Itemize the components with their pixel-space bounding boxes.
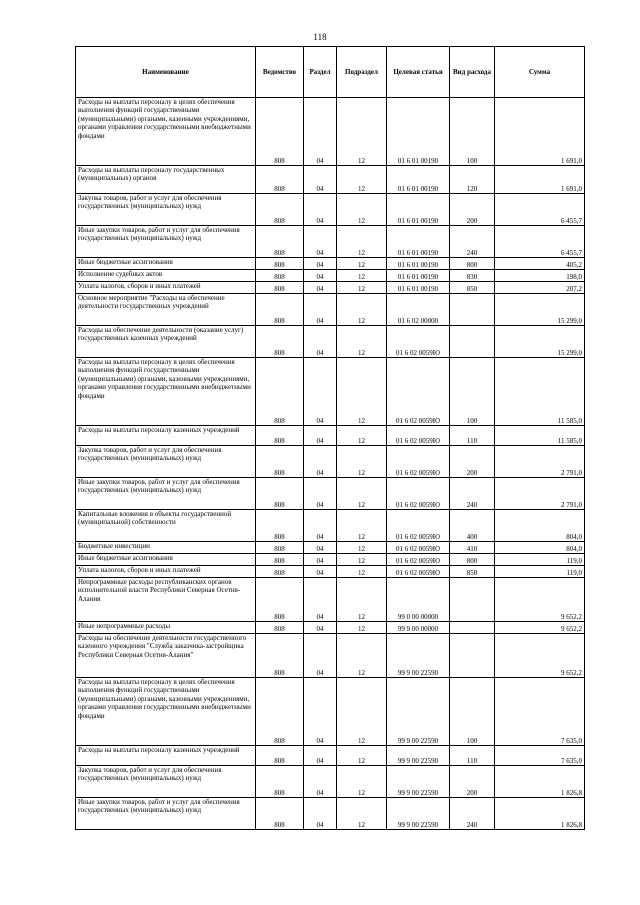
table-row [76,622,585,634]
table-row [76,746,585,766]
cell-department: 808 [256,226,304,258]
cell-expense-type: 240 [450,798,495,830]
cell-expense-type [450,294,495,326]
cell-expense-type: 850 [450,282,495,294]
cell-section: 04 [304,678,337,746]
cell-name: Иные закупки товаров, работ и услуг для обеспечения государственных (муниципальных) нужд [76,226,256,258]
cell-department: 808 [256,326,304,358]
cell-section: 04 [304,554,337,566]
table-row [76,478,585,510]
cell-target: 99 0 00 00000 [387,578,450,622]
cell-section: 04 [304,270,337,282]
cell-amount: 9 652,2 [495,578,585,622]
cell-amount: 207,2 [495,282,585,294]
cell-department: 808 [256,426,304,446]
cell-target: 01 6 02 0059Ю [387,358,450,426]
cell-target: 01 6 01 00190 [387,98,450,166]
cell-section: 04 [304,798,337,830]
cell-target: 01 6 02 00000 [387,294,450,326]
cell-name: Бюджетные инвестиции [76,542,256,554]
cell-subsection: 12 [337,358,387,426]
cell-target: 99 9 00 22590 [387,746,450,766]
cell-expense-type: 110 [450,426,495,446]
cell-name: Закупка товаров, работ и услуг для обеспечения государственных (муниципальных) нужд [76,446,256,478]
cell-name: Расходы на выплаты персоналу казенных учреждений [76,426,256,446]
cell-department: 808 [256,746,304,766]
budget-table [75,46,585,830]
cell-target: 01 6 01 00190 [387,194,450,226]
cell-expense-type: 200 [450,194,495,226]
cell-name: Исполнение судебных актов [76,270,256,282]
cell-name: Непрограммные расходы республиканских органов исполнительной власти Республики Северная Осетия-Алания [76,578,256,622]
cell-department: 808 [256,282,304,294]
table-row [76,578,585,622]
table-row [76,282,585,294]
table-row [76,294,585,326]
cell-section: 04 [304,542,337,554]
table-row [76,554,585,566]
cell-subsection: 12 [337,258,387,270]
cell-subsection: 12 [337,282,387,294]
cell-expense-type: 120 [450,166,495,194]
cell-section: 04 [304,578,337,622]
header-expense-type: Вид расхода [450,47,495,98]
cell-name: Расходы на выплаты персоналу государственных (муниципальных) органов [76,166,256,194]
cell-expense-type: 850 [450,566,495,578]
cell-expense-type: 800 [450,554,495,566]
table-row [76,358,585,426]
cell-target: 99 9 00 22590 [387,634,450,678]
cell-amount: 1 691,0 [495,166,585,194]
cell-name: Иные бюджетные ассигнования [76,258,256,270]
cell-name: Расходы на выплаты персоналу в целях обеспечения выполнения функций государственными (муниципальными) органами, казенными учреждениями, органами управления государственными внебюджетными фондами [76,98,256,166]
cell-expense-type: 200 [450,446,495,478]
cell-subsection: 12 [337,622,387,634]
cell-department: 808 [256,270,304,282]
cell-target: 01 6 02 0059Ю [387,326,450,358]
cell-subsection: 12 [337,578,387,622]
cell-target: 01 6 02 0059Ю [387,542,450,554]
cell-amount: 1 826,8 [495,798,585,830]
cell-section: 04 [304,426,337,446]
cell-name: Расходы на выплаты персоналу казенных учреждений [76,746,256,766]
cell-name: Расходы на выплаты персоналу в целях обеспечения выполнения функций государственными (муниципальными) органами, казенными учреждениями, органами управления государственными внебюджетными фондами [76,678,256,746]
table-row [76,426,585,446]
cell-name: Закупка товаров, работ и услуг для обеспечения государственных (муниципальных) нужд [76,766,256,798]
cell-expense-type [450,578,495,622]
header-name: Наименование [76,47,256,98]
cell-target: 99 9 00 22590 [387,766,450,798]
cell-section: 04 [304,566,337,578]
cell-amount: 119,0 [495,566,585,578]
cell-expense-type: 410 [450,542,495,554]
cell-expense-type [450,622,495,634]
cell-target: 99 9 00 22590 [387,678,450,746]
cell-name: Закупка товаров, работ и услуг для обеспечения государственных (муниципальных) нужд [76,194,256,226]
cell-target: 99 9 00 22590 [387,798,450,830]
cell-expense-type [450,634,495,678]
cell-amount: 11 585,0 [495,358,585,426]
cell-department: 808 [256,98,304,166]
cell-subsection: 12 [337,166,387,194]
table-row [76,678,585,746]
cell-section: 04 [304,746,337,766]
cell-target: 01 6 01 00190 [387,270,450,282]
cell-section: 04 [304,634,337,678]
cell-department: 808 [256,566,304,578]
cell-name: Капитальные вложения в объекты государственной (муниципальной) собственности [76,510,256,542]
header-section: Раздел [304,47,337,98]
table-header-row [76,47,585,98]
cell-department: 808 [256,678,304,746]
cell-subsection: 12 [337,798,387,830]
cell-section: 04 [304,326,337,358]
table-row [76,446,585,478]
cell-expense-type: 240 [450,478,495,510]
table-row [76,270,585,282]
cell-department: 808 [256,798,304,830]
header-amount: Сумма [495,47,585,98]
cell-expense-type: 240 [450,226,495,258]
cell-amount: 1 826,8 [495,766,585,798]
cell-department: 808 [256,554,304,566]
table-row [76,98,585,166]
cell-department: 808 [256,478,304,510]
cell-department: 808 [256,578,304,622]
table-row [76,510,585,542]
cell-target: 01 6 01 00190 [387,282,450,294]
cell-department: 808 [256,358,304,426]
cell-name: Расходы на обеспечение деятельности государственного казенного учреждения "Служба заказчика-застройщика Республики Северная Осетия-Алания" [76,634,256,678]
cell-subsection: 12 [337,294,387,326]
cell-expense-type: 100 [450,678,495,746]
cell-section: 04 [304,478,337,510]
table-row [76,634,585,678]
table-row [76,566,585,578]
cell-section: 04 [304,258,337,270]
table-row [76,766,585,798]
cell-expense-type: 800 [450,258,495,270]
cell-expense-type: 110 [450,746,495,766]
cell-department: 808 [256,634,304,678]
cell-subsection: 12 [337,98,387,166]
cell-amount: 804,0 [495,542,585,554]
cell-target: 01 6 02 0059Ю [387,478,450,510]
header-target: Целевая статья [387,47,450,98]
cell-subsection: 12 [337,226,387,258]
cell-department: 808 [256,194,304,226]
cell-subsection: 12 [337,446,387,478]
cell-expense-type: 200 [450,766,495,798]
cell-section: 04 [304,226,337,258]
cell-amount: 9 652,2 [495,622,585,634]
cell-subsection: 12 [337,478,387,510]
cell-department: 808 [256,166,304,194]
cell-subsection: 12 [337,766,387,798]
cell-amount: 198,0 [495,270,585,282]
cell-subsection: 12 [337,634,387,678]
cell-target: 01 6 02 0059Ю [387,566,450,578]
cell-name: Иные закупки товаров, работ и услуг для обеспечения государственных (муниципальных) нужд [76,478,256,510]
cell-section: 04 [304,446,337,478]
cell-amount: 11 585,0 [495,426,585,446]
table-row [76,798,585,830]
cell-amount: 119,0 [495,554,585,566]
cell-name: Иные закупки товаров, работ и услуг для обеспечения государственных (муниципальных) нужд [76,798,256,830]
cell-subsection: 12 [337,566,387,578]
cell-name: Уплата налогов, сборов и иных платежей [76,282,256,294]
cell-section: 04 [304,194,337,226]
cell-target: 01 6 02 0059Ю [387,554,450,566]
cell-subsection: 12 [337,270,387,282]
cell-amount: 7 635,0 [495,746,585,766]
cell-target: 01 6 02 0059Ю [387,510,450,542]
cell-expense-type: 100 [450,358,495,426]
cell-department: 808 [256,542,304,554]
cell-section: 04 [304,622,337,634]
cell-section: 04 [304,294,337,326]
cell-section: 04 [304,282,337,294]
cell-subsection: 12 [337,554,387,566]
cell-section: 04 [304,510,337,542]
cell-amount: 6 455,7 [495,226,585,258]
cell-name: Иные бюджетные ассигнования [76,554,256,566]
cell-amount: 9 652,2 [495,634,585,678]
cell-target: 01 6 02 0059Ю [387,426,450,446]
cell-amount: 2 791,0 [495,446,585,478]
table-row [76,326,585,358]
cell-target: 01 6 01 00190 [387,258,450,270]
cell-amount: 1 691,0 [495,98,585,166]
cell-department: 808 [256,622,304,634]
cell-amount: 15 299,0 [495,326,585,358]
cell-target: 99 9 00 00000 [387,622,450,634]
cell-amount: 804,0 [495,510,585,542]
cell-target: 01 6 02 0059Ю [387,446,450,478]
cell-amount: 6 455,7 [495,194,585,226]
table-row [76,226,585,258]
cell-department: 808 [256,766,304,798]
cell-amount: 7 635,0 [495,678,585,746]
cell-subsection: 12 [337,426,387,446]
cell-subsection: 12 [337,746,387,766]
cell-department: 808 [256,446,304,478]
cell-name: Расходы на выплаты персоналу в целях обеспечения выполнения функций государственными (муниципальными) органами, казенными учреждениями, органами управления государственными внебюджетными фондами [76,358,256,426]
cell-amount: 15 299,0 [495,294,585,326]
cell-subsection: 12 [337,326,387,358]
cell-section: 04 [304,766,337,798]
cell-expense-type: 100 [450,98,495,166]
cell-department: 808 [256,510,304,542]
cell-subsection: 12 [337,510,387,542]
cell-expense-type [450,326,495,358]
cell-subsection: 12 [337,194,387,226]
table-row [76,542,585,554]
cell-department: 808 [256,294,304,326]
table-row [76,258,585,270]
cell-amount: 2 791,0 [495,478,585,510]
cell-subsection: 12 [337,678,387,746]
header-subsection: Подраздел [337,47,387,98]
cell-name: Расходы на обеспечение деятельности (оказание услуг) государственных казенных учреждений [76,326,256,358]
cell-section: 04 [304,98,337,166]
cell-subsection: 12 [337,542,387,554]
cell-amount: 405,2 [495,258,585,270]
cell-target: 01 6 01 00190 [387,166,450,194]
header-department: Ведомство [256,47,304,98]
table-row [76,166,585,194]
cell-name: Иные непрограммные расходы [76,622,256,634]
cell-name: Основное мероприятие "Расходы на обеспечение деятельности государственных учреждений [76,294,256,326]
cell-department: 808 [256,258,304,270]
cell-name: Уплата налогов, сборов и иных платежей [76,566,256,578]
cell-section: 04 [304,358,337,426]
cell-target: 01 6 01 00190 [387,226,450,258]
page-number: 118 [313,32,327,42]
cell-section: 04 [304,166,337,194]
cell-expense-type: 400 [450,510,495,542]
table-row [76,194,585,226]
cell-expense-type: 830 [450,270,495,282]
